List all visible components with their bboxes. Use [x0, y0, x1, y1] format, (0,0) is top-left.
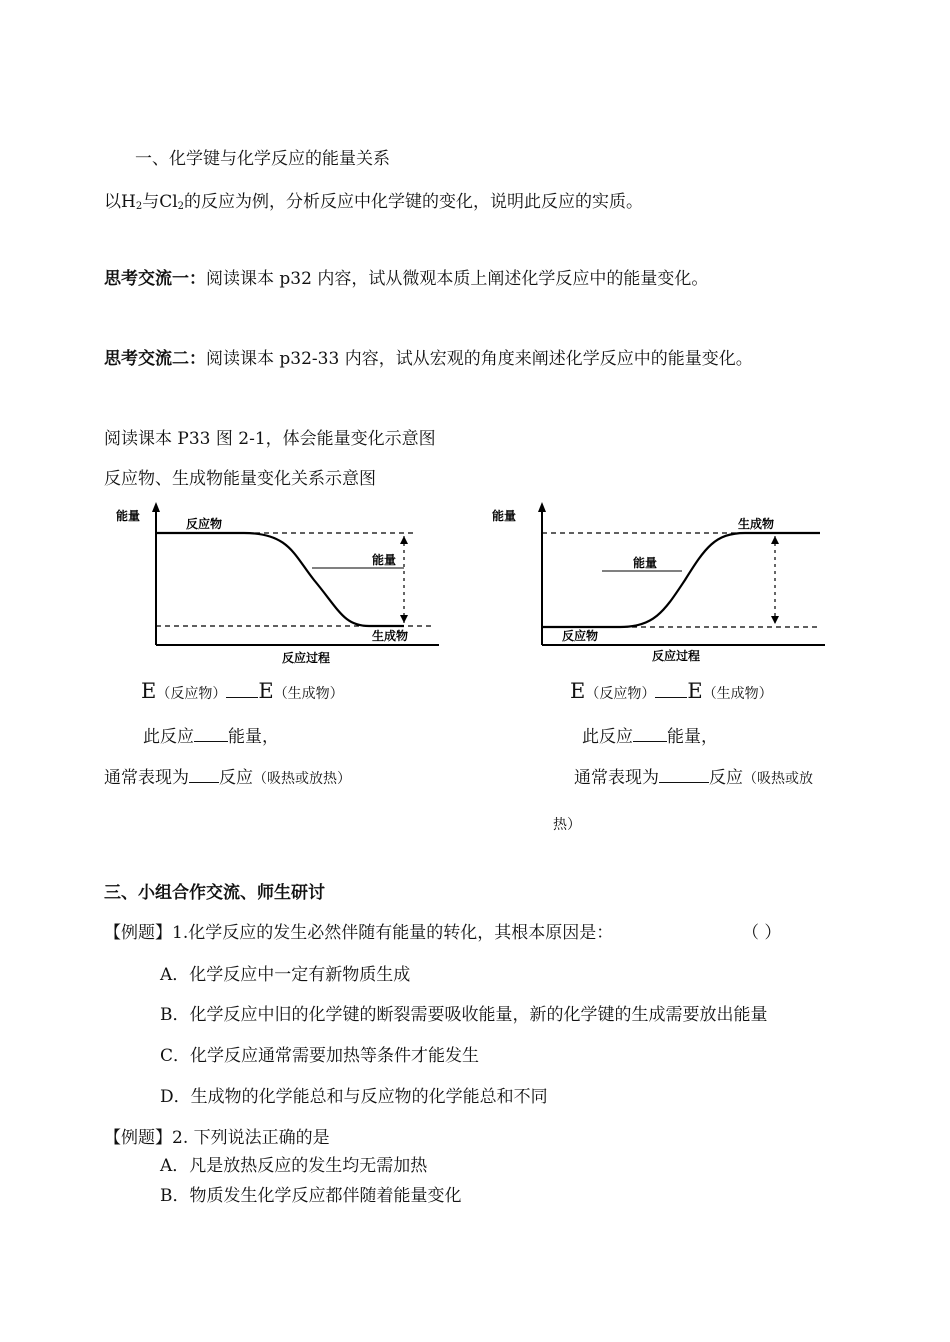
left-energy-statement: 此反应 能量，: [143, 727, 279, 747]
x-axis-label: 反应过程: [652, 649, 701, 663]
left-reaction-blank[interactable]: [189, 766, 219, 783]
reactant-label: 反应物: [186, 517, 223, 531]
left-reaction-type: 通常表现为 反应（吸热或放热）: [104, 768, 351, 788]
energy-label: 能量: [633, 556, 658, 570]
section3-heading: 三、小组合作交流、师生研讨: [104, 883, 325, 903]
think-exchange-1: 思考交流一：阅读课本 p32 内容，试从微观本质上阐述化学反应中的能量变化。: [104, 269, 709, 289]
right-energy-statement: 此反应 能量，: [582, 727, 718, 747]
right-reaction-blank[interactable]: [659, 766, 709, 783]
section1-intro: 以$H_2$与$Cl_2$的反应为例，分析反应中化学键的变化，说明此反应的实质。: [104, 192, 644, 212]
x-axis-label: 反应过程: [282, 651, 331, 665]
right-energy-blank[interactable]: [633, 725, 667, 742]
read-instruction: 阅读课本 P33 图 2-1，体会能量变化示意图: [104, 429, 436, 449]
example1-question: 【例题】1.化学反应的发生必然伴随有能量的转化，其根本原因是：: [104, 923, 614, 943]
example1-option-d: D．生成物的化学能总和与反应物的化学能总和不同: [160, 1087, 548, 1107]
example2-option-b: B．物质发生化学反应都伴随着能量变化: [160, 1186, 462, 1206]
right-comparison-blank[interactable]: [655, 681, 687, 698]
product-label: 生成物: [372, 629, 409, 643]
example1-option-a: A．化学反应中一定有新物质生成: [160, 965, 411, 985]
y-axis-label: 能量: [116, 509, 141, 523]
example2-question: 【例题】2. 下列说法正确的是: [104, 1128, 330, 1148]
right-reaction-type: 通常表现为 反应（吸热或放: [574, 768, 813, 788]
product-label: 生成物: [738, 517, 775, 531]
exothermic-energy-diagram: [104, 500, 444, 670]
section1-heading: 一、化学键与化学反应的能量关系: [135, 149, 390, 169]
endothermic-energy-diagram: [490, 500, 830, 670]
left-energy-comparison: E（反应物） E（生成物）: [141, 679, 344, 703]
example1-option-b: B．化学反应中旧的化学键的断裂需要吸收能量，新的化学键的生成需要放出能量: [160, 1005, 768, 1025]
example2-option-a: A．凡是放热反应的发生均无需加热: [160, 1156, 428, 1176]
right-energy-comparison: E（反应物） E（生成物）: [570, 679, 773, 703]
example1-option-c: C．化学反应通常需要加热等条件才能发生: [160, 1046, 480, 1066]
think-exchange-2: 思考交流二：阅读课本 p32-33 内容，试从宏观的角度来阐述化学反应中的能量变化。: [104, 349, 753, 369]
left-comparison-blank[interactable]: [226, 681, 258, 698]
diagram-caption: 反应物、生成物能量变化关系示意图: [104, 469, 376, 489]
example1-answer-paren[interactable]: （ ）: [742, 923, 782, 943]
left-energy-blank[interactable]: [194, 725, 228, 742]
reactant-label: 反应物: [562, 629, 599, 643]
right-hint-continuation: 热）: [553, 817, 581, 833]
y-axis-label: 能量: [492, 509, 517, 523]
energy-label: 能量: [372, 553, 397, 567]
